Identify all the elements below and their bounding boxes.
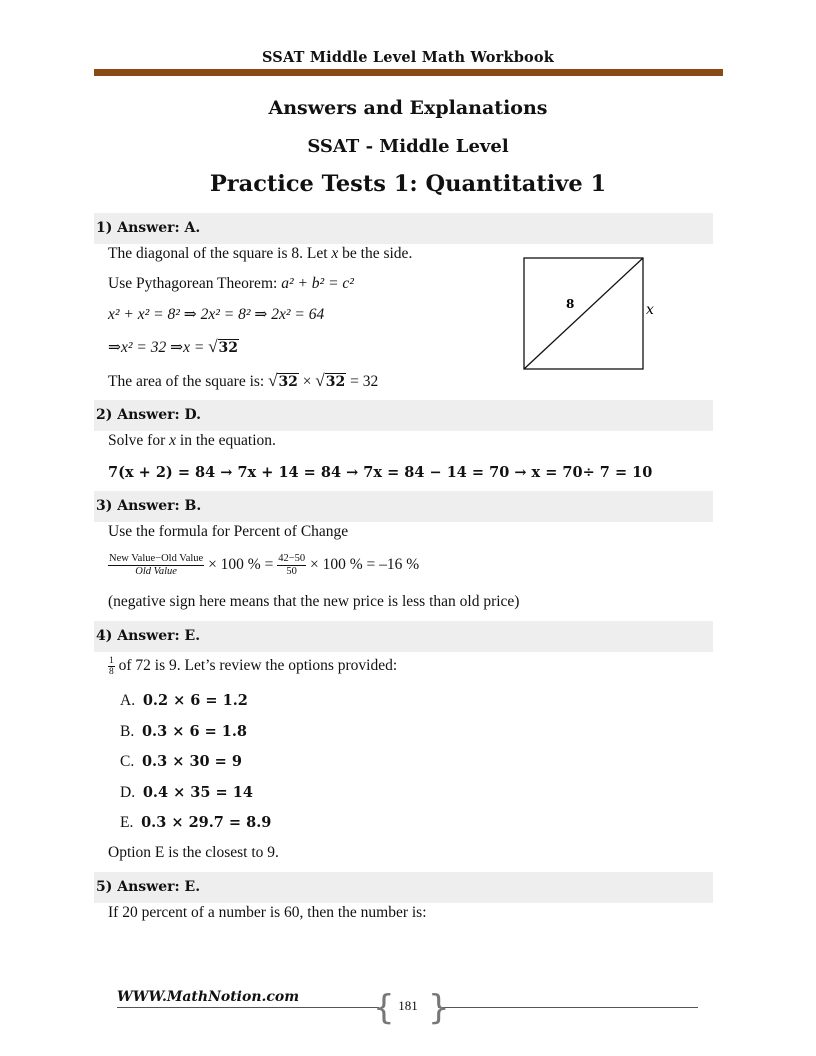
q1-var: x bbox=[331, 245, 339, 262]
answer-bar-q3: 3) Answer: B. bbox=[94, 491, 713, 522]
option-letter: B. bbox=[120, 723, 135, 740]
fraction-denominator: 50 bbox=[286, 566, 297, 577]
right-brace-icon: } bbox=[428, 988, 450, 1028]
fraction-denominator: 8 bbox=[109, 667, 114, 677]
q2-var: x bbox=[169, 432, 177, 449]
answer-bar-q1: 1) Answer: A. bbox=[94, 213, 713, 244]
q1-line-1 bbox=[108, 244, 412, 264]
page-title: Practice Tests 1: Quantitative 1 bbox=[209, 171, 607, 197]
q4-text: of 72 is 9. Let’s review the options provided: bbox=[114, 657, 398, 675]
q3-formula bbox=[108, 553, 419, 578]
option-letter: E. bbox=[120, 814, 134, 831]
q1-line-5 bbox=[108, 371, 378, 392]
option-expression: 0.3 × 6 = 1.8 bbox=[141, 723, 248, 740]
option-letter: C. bbox=[120, 753, 135, 770]
option-a bbox=[120, 691, 248, 711]
square-diagonal bbox=[524, 258, 643, 369]
q1-text: be the side. bbox=[338, 245, 413, 262]
option-letter: D. bbox=[120, 784, 136, 801]
q4-line-1 bbox=[108, 656, 397, 677]
option-expression: 0.3 × 30 = 9 bbox=[141, 753, 242, 770]
q1-radicand: 32 bbox=[325, 374, 346, 390]
footer-rule-left bbox=[117, 1007, 379, 1008]
q1-radicand: 32 bbox=[278, 374, 298, 390]
sqrt-icon: √ bbox=[268, 371, 278, 390]
values-fraction bbox=[277, 553, 306, 578]
header-divider bbox=[94, 69, 723, 76]
q3-line-1: Use the formula for Percent of Change bbox=[108, 523, 349, 540]
percent-change-fraction bbox=[108, 553, 204, 578]
option-expression: 0.3 × 29.7 = 8.9 bbox=[141, 814, 272, 831]
fraction-numerator: 1 bbox=[109, 656, 114, 666]
q1-radicand: 32 bbox=[218, 340, 239, 356]
option-b bbox=[120, 722, 247, 742]
q3-text: × 100 % = bbox=[204, 556, 278, 574]
one-eighth-fraction bbox=[108, 656, 115, 677]
q2-text: Solve for bbox=[108, 432, 170, 449]
fraction-denominator: Old Value bbox=[135, 566, 177, 577]
page-number: 181 bbox=[398, 998, 418, 1013]
square-diagram bbox=[520, 254, 660, 374]
q1-line-4 bbox=[108, 337, 239, 358]
answer-bar-q2: 2) Answer: D. bbox=[94, 400, 713, 431]
q3-line-3: (negative sign here means that the new price is less than old price) bbox=[108, 593, 520, 610]
diagonal-label: 8 bbox=[566, 297, 575, 311]
option-c bbox=[120, 752, 242, 772]
q2-text: in the equation. bbox=[176, 432, 276, 449]
sqrt-icon: √ bbox=[208, 337, 218, 356]
q1-math: ⇒x² = 32 ⇒x = bbox=[108, 339, 209, 356]
footer-website: WWW.MathNotion.com bbox=[117, 989, 300, 1005]
q1-text: = 32 bbox=[346, 373, 379, 390]
answer-bar-q4: 4) Answer: E. bbox=[94, 621, 713, 652]
q5-line-1: If 20 percent of a number is 60, then the number is: bbox=[108, 904, 427, 921]
q1-text: The diagonal of the square is 8. Let bbox=[108, 245, 332, 262]
q1-math: a² + b² = c² bbox=[281, 275, 354, 292]
side-label: x bbox=[646, 302, 654, 318]
fraction-numerator: New Value−Old Value bbox=[109, 553, 204, 564]
q1-text: Use Pythagorean Theorem: bbox=[108, 275, 282, 292]
option-d bbox=[120, 783, 253, 803]
option-letter: A. bbox=[120, 692, 136, 709]
q1-line-2 bbox=[108, 274, 354, 294]
answer-bar-q5: 5) Answer: E. bbox=[94, 872, 713, 903]
sqrt-icon: √ bbox=[315, 371, 325, 390]
section-subtitle: SSAT - Middle Level bbox=[307, 136, 509, 157]
q4-conclusion: Option E is the closest to 9. bbox=[108, 844, 279, 861]
footer-rule-right bbox=[438, 1007, 698, 1008]
fraction-numerator: 42−50 bbox=[278, 553, 306, 564]
option-e bbox=[120, 813, 271, 833]
q1-text: The area of the square is: bbox=[108, 373, 269, 390]
q3-text: × 100 % = –16 % bbox=[306, 556, 420, 574]
option-expression: 0.4 × 35 = 14 bbox=[142, 784, 253, 801]
q2-line-1 bbox=[108, 431, 276, 451]
q1-text: × bbox=[298, 373, 316, 390]
section-title: Answers and Explanations bbox=[268, 97, 548, 119]
q1-line-3: x² + x² = 8² ⇒ 2x² = 8² ⇒ 2x² = 64 bbox=[108, 306, 325, 323]
running-header-title: SSAT Middle Level Math Workbook bbox=[261, 49, 555, 66]
q2-equation: 7(x + 2) = 84 → 7x + 14 = 84 → 7x = 84 − 14 = 70 → x = 70÷ 7 = 10 bbox=[108, 464, 653, 481]
option-expression: 0.2 × 6 = 1.2 bbox=[142, 692, 248, 709]
left-brace-icon: { bbox=[373, 988, 395, 1028]
